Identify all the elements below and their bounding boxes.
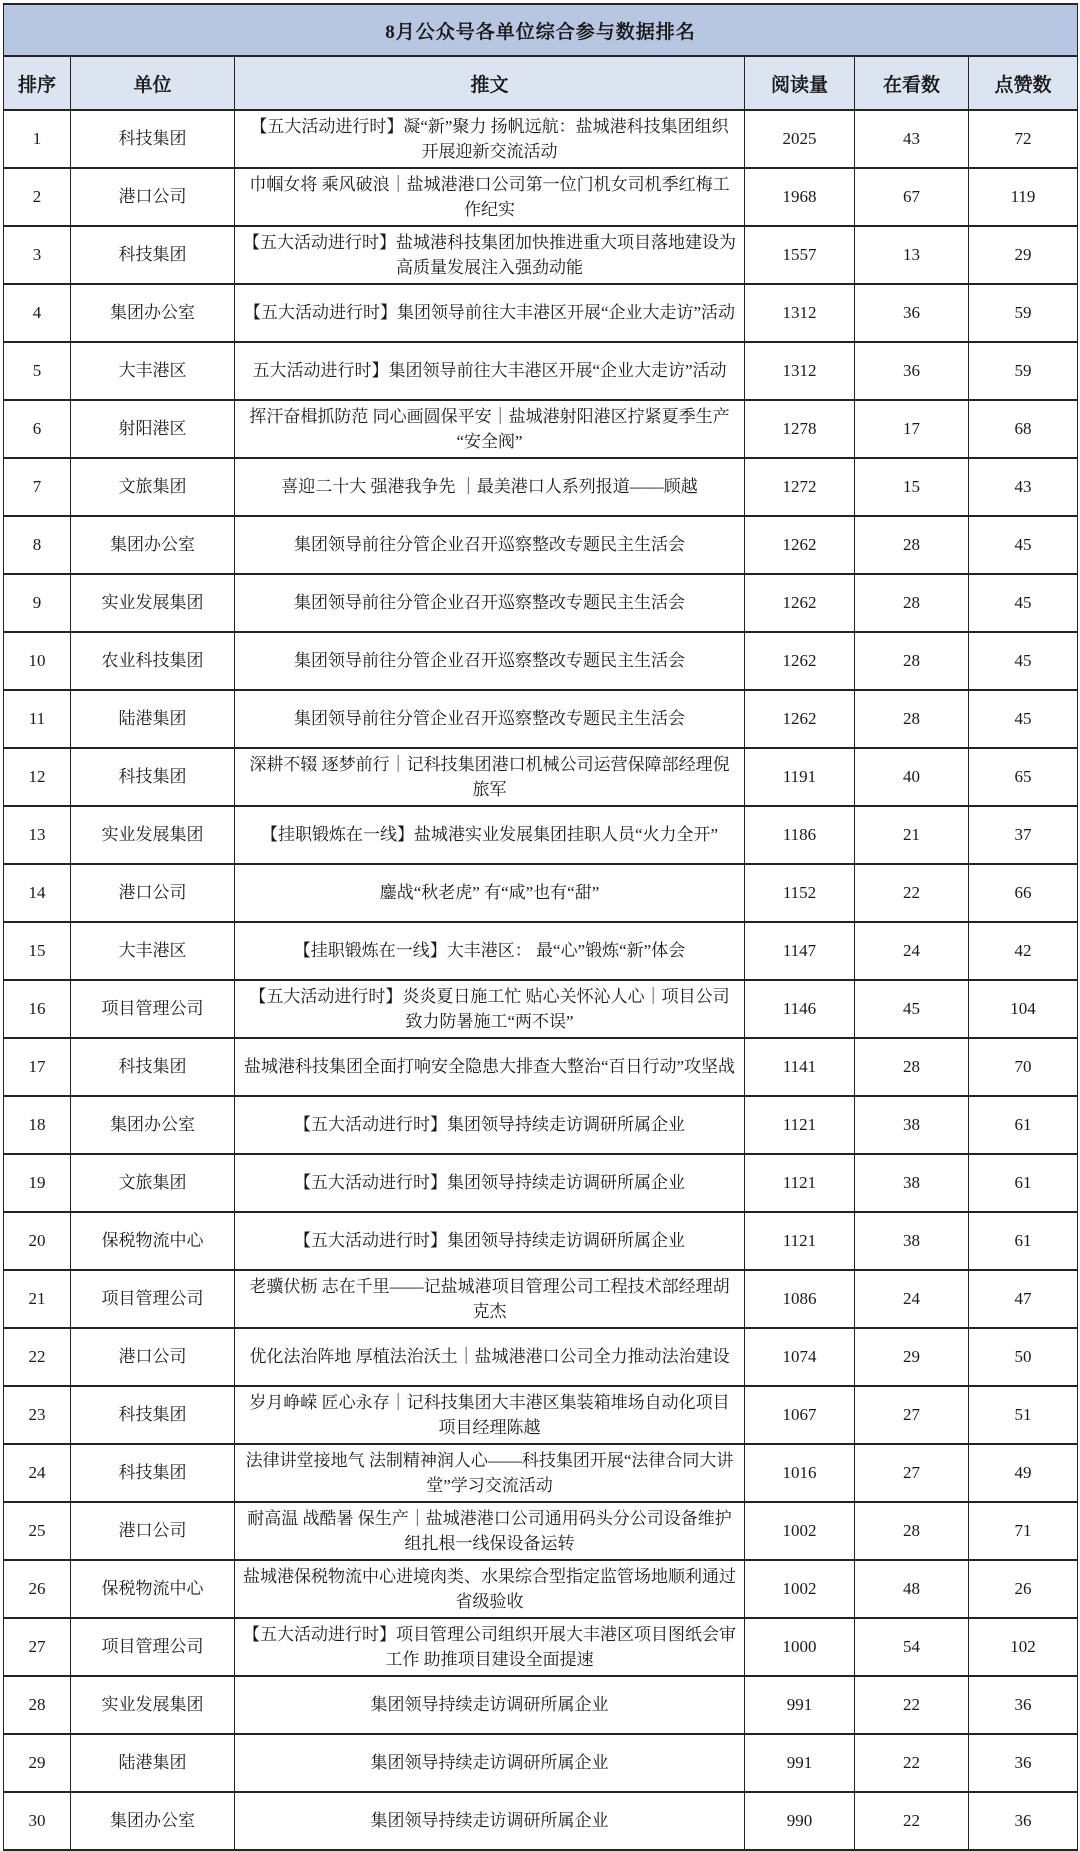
- table-row: [4, 1676, 1078, 1734]
- likes-cell: 104: [969, 980, 1078, 1038]
- watching-cell: 22: [855, 1792, 969, 1850]
- column-header-rank: 排序: [4, 56, 71, 110]
- unit-cell: 陆港集团: [71, 690, 235, 748]
- unit-cell: 港口公司: [71, 1328, 235, 1386]
- article-cell: 集团领导持续走访调研所属企业: [235, 1792, 745, 1850]
- article-cell: 耐高温 战酷暑 保生产｜盐城港港口公司通用码头分公司设备维护组扎根一线保设备运转: [235, 1502, 745, 1560]
- unit-cell: 陆港集团: [71, 1734, 235, 1792]
- unit-cell: 农业科技集团: [71, 632, 235, 690]
- likes-cell: 68: [969, 400, 1078, 458]
- article-cell: 岁月峥嵘 匠心永存｜记科技集团大丰港区集装箱堆场自动化项目项目经理陈越: [235, 1386, 745, 1444]
- rank-cell: 28: [4, 1676, 71, 1734]
- table-row: [4, 226, 1078, 284]
- rank-cell: 29: [4, 1734, 71, 1792]
- table-row: [4, 632, 1078, 690]
- watching-cell: 28: [855, 1502, 969, 1560]
- article-cell: 【挂职锻炼在一线】盐城港实业发展集团挂职人员“火力全开”: [235, 806, 745, 864]
- watching-cell: 22: [855, 1734, 969, 1792]
- watching-cell: 29: [855, 1328, 969, 1386]
- reads-cell: 1557: [745, 226, 855, 284]
- rank-cell: 11: [4, 690, 71, 748]
- rank-cell: 3: [4, 226, 71, 284]
- unit-cell: 实业发展集团: [71, 1676, 235, 1734]
- reads-cell: 1121: [745, 1154, 855, 1212]
- likes-cell: 71: [969, 1502, 1078, 1560]
- table-row: [4, 748, 1078, 806]
- likes-cell: 72: [969, 110, 1078, 168]
- article-cell: 【挂职锻炼在一线】大丰港区： 最“心”锻炼“新”体会: [235, 922, 745, 980]
- likes-cell: 61: [969, 1212, 1078, 1270]
- table-row: [4, 1154, 1078, 1212]
- table-row: [4, 1734, 1078, 1792]
- article-cell: 优化法治阵地 厚植法治沃土｜盐城港港口公司全力推动法治建设: [235, 1328, 745, 1386]
- table-row: [4, 1270, 1078, 1328]
- watching-cell: 28: [855, 1038, 969, 1096]
- rank-cell: 10: [4, 632, 71, 690]
- unit-cell: 项目管理公司: [71, 980, 235, 1038]
- rank-cell: 1: [4, 110, 71, 168]
- likes-cell: 102: [969, 1618, 1078, 1676]
- reads-cell: 1262: [745, 574, 855, 632]
- reads-cell: 1262: [745, 690, 855, 748]
- watching-cell: 27: [855, 1444, 969, 1502]
- likes-cell: 49: [969, 1444, 1078, 1502]
- reads-cell: 1152: [745, 864, 855, 922]
- unit-cell: 项目管理公司: [71, 1618, 235, 1676]
- reads-cell: 1262: [745, 516, 855, 574]
- unit-cell: 科技集团: [71, 226, 235, 284]
- watching-cell: 15: [855, 458, 969, 516]
- table-row: [4, 1386, 1078, 1444]
- table-row: [4, 806, 1078, 864]
- unit-cell: 大丰港区: [71, 922, 235, 980]
- article-cell: 【五大活动进行时】集团领导前往大丰港区开展“企业大走访”活动: [235, 284, 745, 342]
- reads-cell: 1312: [745, 342, 855, 400]
- table-row: [4, 284, 1078, 342]
- reads-cell: 1074: [745, 1328, 855, 1386]
- unit-cell: 港口公司: [71, 864, 235, 922]
- table-row: [4, 1096, 1078, 1154]
- article-cell: 集团领导前往分管企业召开巡察整改专题民主生活会: [235, 690, 745, 748]
- likes-cell: 36: [969, 1734, 1078, 1792]
- table-row: [4, 1212, 1078, 1270]
- unit-cell: 集团办公室: [71, 516, 235, 574]
- rank-cell: 25: [4, 1502, 71, 1560]
- article-cell: 五大活动进行时】集团领导前往大丰港区开展“企业大走访”活动: [235, 342, 745, 400]
- reads-cell: 991: [745, 1676, 855, 1734]
- rank-cell: 22: [4, 1328, 71, 1386]
- unit-cell: 大丰港区: [71, 342, 235, 400]
- likes-cell: 59: [969, 284, 1078, 342]
- unit-cell: 科技集团: [71, 110, 235, 168]
- table-title-row: [4, 4, 1078, 56]
- column-header-article: 推文: [235, 56, 745, 110]
- article-cell: 【五大活动进行时】凝“新”聚力 扬帆远航：盐城港科技集团组织开展迎新交流活动: [235, 110, 745, 168]
- article-cell: 喜迎二十大 强港我争先 ｜最美港口人系列报道——顾越: [235, 458, 745, 516]
- likes-cell: 61: [969, 1096, 1078, 1154]
- watching-cell: 22: [855, 1676, 969, 1734]
- table-row: [4, 1560, 1078, 1618]
- likes-cell: 37: [969, 806, 1078, 864]
- reads-cell: 2025: [745, 110, 855, 168]
- rank-cell: 16: [4, 980, 71, 1038]
- likes-cell: 70: [969, 1038, 1078, 1096]
- unit-cell: 科技集团: [71, 1386, 235, 1444]
- unit-cell: 港口公司: [71, 1502, 235, 1560]
- reads-cell: 1121: [745, 1212, 855, 1270]
- reads-cell: 1121: [745, 1096, 855, 1154]
- article-cell: 集团领导持续走访调研所属企业: [235, 1734, 745, 1792]
- rank-cell: 17: [4, 1038, 71, 1096]
- table-header-row: [4, 56, 1078, 110]
- likes-cell: 50: [969, 1328, 1078, 1386]
- rank-cell: 2: [4, 168, 71, 226]
- likes-cell: 66: [969, 864, 1078, 922]
- reads-cell: 1278: [745, 400, 855, 458]
- article-cell: 【五大活动进行时】项目管理公司组织开展大丰港区项目图纸会审工作 助推项目建设全面提速: [235, 1618, 745, 1676]
- rank-cell: 12: [4, 748, 71, 806]
- column-header-unit: 单位: [71, 56, 235, 110]
- likes-cell: 45: [969, 516, 1078, 574]
- reads-cell: 990: [745, 1792, 855, 1850]
- article-cell: 集团领导持续走访调研所属企业: [235, 1676, 745, 1734]
- likes-cell: 61: [969, 1154, 1078, 1212]
- table-row: [4, 516, 1078, 574]
- unit-cell: 科技集团: [71, 1444, 235, 1502]
- unit-cell: 科技集团: [71, 1038, 235, 1096]
- unit-cell: 集团办公室: [71, 1792, 235, 1850]
- reads-cell: 1016: [745, 1444, 855, 1502]
- watching-cell: 28: [855, 516, 969, 574]
- watching-cell: 24: [855, 922, 969, 980]
- rank-cell: 5: [4, 342, 71, 400]
- article-cell: 【五大活动进行时】集团领导持续走访调研所属企业: [235, 1154, 745, 1212]
- column-header-reads: 阅读量: [745, 56, 855, 110]
- watching-cell: 28: [855, 690, 969, 748]
- table-row: [4, 1502, 1078, 1560]
- table-row: [4, 1038, 1078, 1096]
- unit-cell: 集团办公室: [71, 1096, 235, 1154]
- article-cell: 集团领导前往分管企业召开巡察整改专题民主生活会: [235, 574, 745, 632]
- rank-cell: 13: [4, 806, 71, 864]
- rank-cell: 24: [4, 1444, 71, 1502]
- ranking-table: [3, 3, 1078, 1851]
- watching-cell: 43: [855, 110, 969, 168]
- unit-cell: 射阳港区: [71, 400, 235, 458]
- reads-cell: 1002: [745, 1502, 855, 1560]
- article-cell: 巾帼女将 乘风破浪｜盐城港港口公司第一位门机女司机季红梅工作纪实: [235, 168, 745, 226]
- unit-cell: 项目管理公司: [71, 1270, 235, 1328]
- unit-cell: 港口公司: [71, 168, 235, 226]
- likes-cell: 42: [969, 922, 1078, 980]
- article-cell: 【五大活动进行时】炎炎夏日施工忙 贴心关怀沁人心｜项目公司致力防暑施工“两不误”: [235, 980, 745, 1038]
- rank-cell: 27: [4, 1618, 71, 1676]
- rank-cell: 15: [4, 922, 71, 980]
- table-row: [4, 458, 1078, 516]
- reads-cell: 1191: [745, 748, 855, 806]
- likes-cell: 47: [969, 1270, 1078, 1328]
- rank-cell: 23: [4, 1386, 71, 1444]
- table-row: [4, 400, 1078, 458]
- table-row: [4, 110, 1078, 168]
- likes-cell: 59: [969, 342, 1078, 400]
- table-row: [4, 1444, 1078, 1502]
- reads-cell: 991: [745, 1734, 855, 1792]
- column-header-likes: 点赞数: [969, 56, 1078, 110]
- likes-cell: 51: [969, 1386, 1078, 1444]
- article-cell: 鏖战“秋老虎” 有“咸”也有“甜”: [235, 864, 745, 922]
- watching-cell: 28: [855, 574, 969, 632]
- likes-cell: 45: [969, 632, 1078, 690]
- watching-cell: 36: [855, 342, 969, 400]
- watching-cell: 45: [855, 980, 969, 1038]
- watching-cell: 21: [855, 806, 969, 864]
- rank-cell: 9: [4, 574, 71, 632]
- reads-cell: 1067: [745, 1386, 855, 1444]
- reads-cell: 1186: [745, 806, 855, 864]
- table-row: [4, 922, 1078, 980]
- table-row: [4, 342, 1078, 400]
- unit-cell: 文旅集团: [71, 458, 235, 516]
- rank-cell: 6: [4, 400, 71, 458]
- reads-cell: 1002: [745, 1560, 855, 1618]
- reads-cell: 1968: [745, 168, 855, 226]
- table-row: [4, 980, 1078, 1038]
- column-header-watching: 在看数: [855, 56, 969, 110]
- likes-cell: 65: [969, 748, 1078, 806]
- table-row: [4, 1792, 1078, 1850]
- watching-cell: 27: [855, 1386, 969, 1444]
- watching-cell: 38: [855, 1096, 969, 1154]
- article-cell: 【五大活动进行时】集团领导持续走访调研所属企业: [235, 1212, 745, 1270]
- rank-cell: 20: [4, 1212, 71, 1270]
- likes-cell: 26: [969, 1560, 1078, 1618]
- unit-cell: 实业发展集团: [71, 574, 235, 632]
- reads-cell: 1141: [745, 1038, 855, 1096]
- rank-cell: 8: [4, 516, 71, 574]
- unit-cell: 实业发展集团: [71, 806, 235, 864]
- rank-cell: 30: [4, 1792, 71, 1850]
- table-row: [4, 690, 1078, 748]
- article-cell: 集团领导前往分管企业召开巡察整改专题民主生活会: [235, 632, 745, 690]
- unit-cell: 集团办公室: [71, 284, 235, 342]
- table-row: [4, 1618, 1078, 1676]
- likes-cell: 36: [969, 1792, 1078, 1850]
- watching-cell: 67: [855, 168, 969, 226]
- watching-cell: 24: [855, 1270, 969, 1328]
- likes-cell: 119: [969, 168, 1078, 226]
- article-cell: 【五大活动进行时】盐城港科技集团加快推进重大项目落地建设为高质量发展注入强劲动能: [235, 226, 745, 284]
- reads-cell: 1272: [745, 458, 855, 516]
- likes-cell: 43: [969, 458, 1078, 516]
- rank-cell: 4: [4, 284, 71, 342]
- article-cell: 盐城港科技集团全面打响安全隐患大排查大整治“百日行动”攻坚战: [235, 1038, 745, 1096]
- likes-cell: 45: [969, 574, 1078, 632]
- reads-cell: 1262: [745, 632, 855, 690]
- likes-cell: 36: [969, 1676, 1078, 1734]
- article-cell: 挥汗奋楫抓防范 同心画圆保平安｜盐城港射阳港区拧紧夏季生产“安全阀”: [235, 400, 745, 458]
- rank-cell: 7: [4, 458, 71, 516]
- unit-cell: 文旅集团: [71, 1154, 235, 1212]
- table-row: [4, 574, 1078, 632]
- table-body: [4, 110, 1078, 1850]
- watching-cell: 13: [855, 226, 969, 284]
- watching-cell: 48: [855, 1560, 969, 1618]
- reads-cell: 1086: [745, 1270, 855, 1328]
- article-cell: 老骥伏枥 志在千里——记盐城港项目管理公司工程技术部经理胡克杰: [235, 1270, 745, 1328]
- article-cell: 【五大活动进行时】集团领导持续走访调研所属企业: [235, 1096, 745, 1154]
- unit-cell: 保税物流中心: [71, 1212, 235, 1270]
- table-row: [4, 1328, 1078, 1386]
- watching-cell: 40: [855, 748, 969, 806]
- watching-cell: 28: [855, 632, 969, 690]
- watching-cell: 38: [855, 1154, 969, 1212]
- article-cell: 盐城港保税物流中心进境肉类、水果综合型指定监管场地顺利通过省级验收: [235, 1560, 745, 1618]
- rank-cell: 14: [4, 864, 71, 922]
- reads-cell: 1146: [745, 980, 855, 1038]
- rank-cell: 19: [4, 1154, 71, 1212]
- unit-cell: 科技集团: [71, 748, 235, 806]
- watching-cell: 38: [855, 1212, 969, 1270]
- reads-cell: 1147: [745, 922, 855, 980]
- article-cell: 集团领导前往分管企业召开巡察整改专题民主生活会: [235, 516, 745, 574]
- likes-cell: 45: [969, 690, 1078, 748]
- watching-cell: 22: [855, 864, 969, 922]
- reads-cell: 1312: [745, 284, 855, 342]
- table-row: [4, 864, 1078, 922]
- likes-cell: 29: [969, 226, 1078, 284]
- table-row: [4, 168, 1078, 226]
- watching-cell: 36: [855, 284, 969, 342]
- rank-cell: 18: [4, 1096, 71, 1154]
- unit-cell: 保税物流中心: [71, 1560, 235, 1618]
- table-title: 8月公众号各单位综合参与数据排名: [4, 4, 1078, 56]
- article-cell: 深耕不辍 逐梦前行｜记科技集团港口机械公司运营保障部经理倪旅军: [235, 748, 745, 806]
- watching-cell: 17: [855, 400, 969, 458]
- rank-cell: 21: [4, 1270, 71, 1328]
- article-cell: 法律讲堂接地气 法制精神润人心——科技集团开展“法律合同大讲堂”学习交流活动: [235, 1444, 745, 1502]
- reads-cell: 1000: [745, 1618, 855, 1676]
- rank-cell: 26: [4, 1560, 71, 1618]
- watching-cell: 54: [855, 1618, 969, 1676]
